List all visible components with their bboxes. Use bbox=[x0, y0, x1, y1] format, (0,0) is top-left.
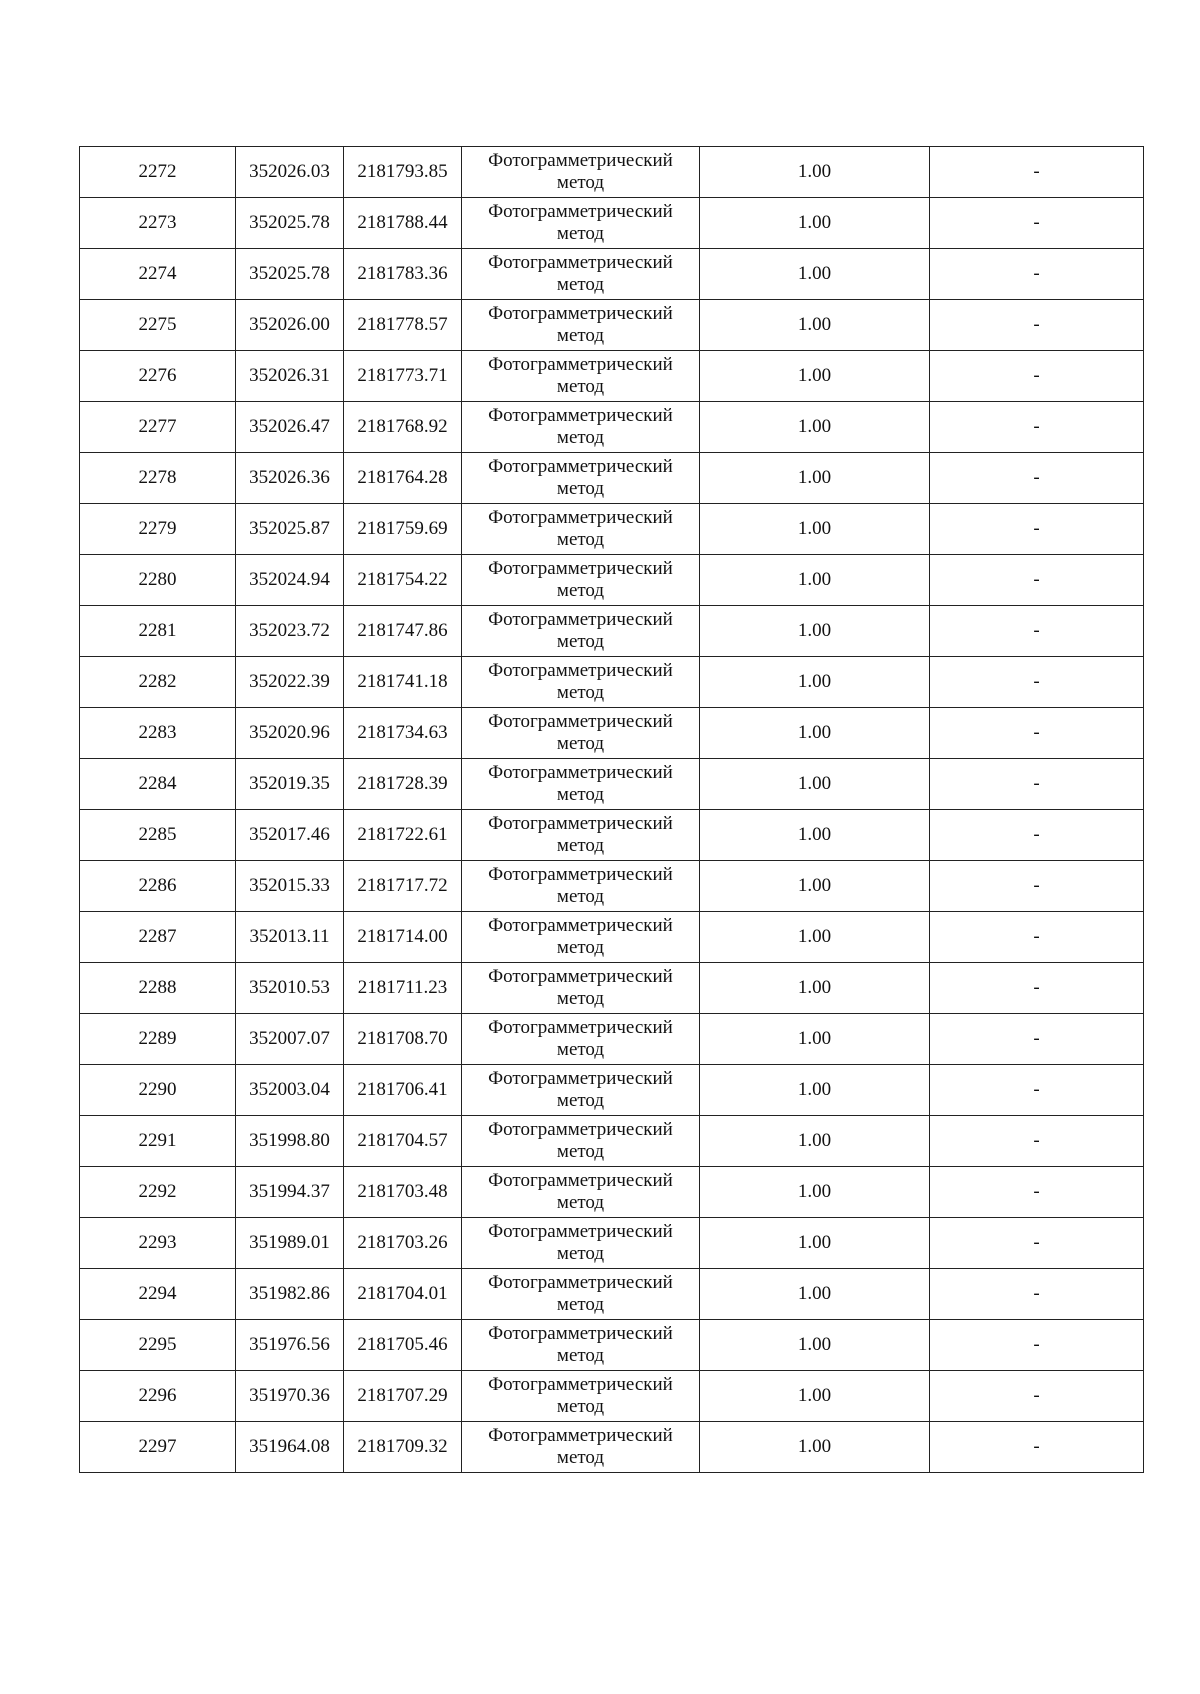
method-line-1: Фотограмметрический bbox=[488, 150, 673, 171]
point-number-cell: 2288 bbox=[80, 963, 236, 1014]
x-coordinate-cell: 351982.86 bbox=[236, 1269, 344, 1320]
x-coordinate-cell: 352026.03 bbox=[236, 147, 344, 198]
y-coordinate-cell: 2181707.29 bbox=[344, 1371, 462, 1422]
method-cell bbox=[462, 249, 700, 300]
method-cell bbox=[462, 912, 700, 963]
y-coordinate-cell: 2181747.86 bbox=[344, 606, 462, 657]
x-coordinate-cell: 351994.37 bbox=[236, 1167, 344, 1218]
note-cell: - bbox=[930, 759, 1144, 810]
table-row bbox=[80, 555, 1144, 606]
method-line-1: Фотограмметрический bbox=[488, 1119, 673, 1140]
note-cell: - bbox=[930, 1065, 1144, 1116]
x-coordinate-cell: 352026.36 bbox=[236, 453, 344, 504]
point-number-cell: 2278 bbox=[80, 453, 236, 504]
method-line-1: Фотограмметрический bbox=[488, 1068, 673, 1089]
method-line-1: Фотограмметрический bbox=[488, 711, 673, 732]
method-line-1: Фотограмметрический bbox=[488, 456, 673, 477]
x-coordinate-cell: 352020.96 bbox=[236, 708, 344, 759]
accuracy-cell: 1.00 bbox=[700, 708, 930, 759]
method-cell bbox=[462, 1269, 700, 1320]
y-coordinate-cell: 2181754.22 bbox=[344, 555, 462, 606]
accuracy-cell: 1.00 bbox=[700, 861, 930, 912]
table-row bbox=[80, 402, 1144, 453]
point-number-cell: 2292 bbox=[80, 1167, 236, 1218]
method-line-2: метод bbox=[556, 1294, 605, 1315]
method-line-2: метод bbox=[556, 172, 605, 193]
table-row bbox=[80, 657, 1144, 708]
accuracy-cell: 1.00 bbox=[700, 963, 930, 1014]
x-coordinate-cell: 352013.11 bbox=[236, 912, 344, 963]
method-line-1: Фотограмметрический bbox=[488, 915, 673, 936]
method-line-1: Фотограмметрический bbox=[488, 558, 673, 579]
accuracy-cell: 1.00 bbox=[700, 912, 930, 963]
note-cell: - bbox=[930, 606, 1144, 657]
x-coordinate-cell: 352017.46 bbox=[236, 810, 344, 861]
table-row bbox=[80, 1218, 1144, 1269]
method-line-2: метод bbox=[556, 1090, 605, 1111]
y-coordinate-cell: 2181793.85 bbox=[344, 147, 462, 198]
y-coordinate-cell: 2181773.71 bbox=[344, 351, 462, 402]
accuracy-cell: 1.00 bbox=[700, 1218, 930, 1269]
method-cell bbox=[462, 351, 700, 402]
y-coordinate-cell: 2181704.57 bbox=[344, 1116, 462, 1167]
method-line-2: метод bbox=[556, 784, 605, 805]
table-row bbox=[80, 1371, 1144, 1422]
y-coordinate-cell: 2181709.32 bbox=[344, 1422, 462, 1473]
table-row bbox=[80, 147, 1144, 198]
method-cell bbox=[462, 1320, 700, 1371]
note-cell: - bbox=[930, 453, 1144, 504]
x-coordinate-cell: 352007.07 bbox=[236, 1014, 344, 1065]
x-coordinate-cell: 351976.56 bbox=[236, 1320, 344, 1371]
y-coordinate-cell: 2181708.70 bbox=[344, 1014, 462, 1065]
note-cell: - bbox=[930, 198, 1144, 249]
table-row bbox=[80, 606, 1144, 657]
method-line-2: метод bbox=[556, 1141, 605, 1162]
method-cell bbox=[462, 198, 700, 249]
method-line-1: Фотограмметрический bbox=[488, 660, 673, 681]
method-line-2: метод bbox=[556, 325, 605, 346]
method-line-1: Фотограмметрический bbox=[488, 1221, 673, 1242]
method-line-1: Фотограмметрический bbox=[488, 1170, 673, 1191]
x-coordinate-cell: 352025.78 bbox=[236, 249, 344, 300]
note-cell: - bbox=[930, 708, 1144, 759]
point-number-cell: 2294 bbox=[80, 1269, 236, 1320]
x-coordinate-cell: 352003.04 bbox=[236, 1065, 344, 1116]
method-cell bbox=[462, 300, 700, 351]
note-cell: - bbox=[930, 810, 1144, 861]
point-number-cell: 2283 bbox=[80, 708, 236, 759]
note-cell: - bbox=[930, 963, 1144, 1014]
y-coordinate-cell: 2181714.00 bbox=[344, 912, 462, 963]
point-number-cell: 2287 bbox=[80, 912, 236, 963]
note-cell: - bbox=[930, 402, 1144, 453]
method-line-2: метод bbox=[556, 937, 605, 958]
accuracy-cell: 1.00 bbox=[700, 810, 930, 861]
y-coordinate-cell: 2181764.28 bbox=[344, 453, 462, 504]
table-row bbox=[80, 861, 1144, 912]
y-coordinate-cell: 2181704.01 bbox=[344, 1269, 462, 1320]
method-cell bbox=[462, 708, 700, 759]
table-row bbox=[80, 1014, 1144, 1065]
point-number-cell: 2293 bbox=[80, 1218, 236, 1269]
table-row bbox=[80, 1422, 1144, 1473]
y-coordinate-cell: 2181768.92 bbox=[344, 402, 462, 453]
y-coordinate-cell: 2181741.18 bbox=[344, 657, 462, 708]
coordinates-table bbox=[79, 146, 1144, 1473]
x-coordinate-cell: 352010.53 bbox=[236, 963, 344, 1014]
accuracy-cell: 1.00 bbox=[700, 657, 930, 708]
method-line-1: Фотограмметрический bbox=[488, 1272, 673, 1293]
table-row bbox=[80, 249, 1144, 300]
y-coordinate-cell: 2181759.69 bbox=[344, 504, 462, 555]
note-cell: - bbox=[930, 1218, 1144, 1269]
table-row bbox=[80, 1065, 1144, 1116]
method-line-2: метод bbox=[556, 886, 605, 907]
x-coordinate-cell: 352023.72 bbox=[236, 606, 344, 657]
table-row bbox=[80, 810, 1144, 861]
point-number-cell: 2284 bbox=[80, 759, 236, 810]
note-cell: - bbox=[930, 1320, 1144, 1371]
method-line-1: Фотограмметрический bbox=[488, 609, 673, 630]
method-line-1: Фотограмметрический bbox=[488, 1323, 673, 1344]
method-line-1: Фотограмметрический bbox=[488, 252, 673, 273]
accuracy-cell: 1.00 bbox=[700, 1065, 930, 1116]
method-line-2: метод bbox=[556, 274, 605, 295]
table-row bbox=[80, 1320, 1144, 1371]
table-row bbox=[80, 912, 1144, 963]
method-line-2: метод bbox=[556, 733, 605, 754]
accuracy-cell: 1.00 bbox=[700, 1269, 930, 1320]
y-coordinate-cell: 2181783.36 bbox=[344, 249, 462, 300]
accuracy-cell: 1.00 bbox=[700, 1422, 930, 1473]
method-line-2: метод bbox=[556, 580, 605, 601]
x-coordinate-cell: 351970.36 bbox=[236, 1371, 344, 1422]
method-line-2: метод bbox=[556, 1396, 605, 1417]
point-number-cell: 2279 bbox=[80, 504, 236, 555]
point-number-cell: 2295 bbox=[80, 1320, 236, 1371]
point-number-cell: 2281 bbox=[80, 606, 236, 657]
table-row bbox=[80, 198, 1144, 249]
accuracy-cell: 1.00 bbox=[700, 555, 930, 606]
table-row bbox=[80, 300, 1144, 351]
method-line-2: метод bbox=[556, 1039, 605, 1060]
y-coordinate-cell: 2181778.57 bbox=[344, 300, 462, 351]
y-coordinate-cell: 2181705.46 bbox=[344, 1320, 462, 1371]
accuracy-cell: 1.00 bbox=[700, 504, 930, 555]
y-coordinate-cell: 2181722.61 bbox=[344, 810, 462, 861]
point-number-cell: 2297 bbox=[80, 1422, 236, 1473]
point-number-cell: 2286 bbox=[80, 861, 236, 912]
method-cell bbox=[462, 453, 700, 504]
method-cell bbox=[462, 1167, 700, 1218]
method-line-1: Фотограмметрический bbox=[488, 1425, 673, 1446]
table-row bbox=[80, 504, 1144, 555]
method-line-1: Фотограмметрический bbox=[488, 201, 673, 222]
point-number-cell: 2289 bbox=[80, 1014, 236, 1065]
method-line-1: Фотограмметрический bbox=[488, 1017, 673, 1038]
note-cell: - bbox=[930, 1422, 1144, 1473]
point-number-cell: 2290 bbox=[80, 1065, 236, 1116]
accuracy-cell: 1.00 bbox=[700, 1014, 930, 1065]
accuracy-cell: 1.00 bbox=[700, 249, 930, 300]
note-cell: - bbox=[930, 555, 1144, 606]
point-number-cell: 2276 bbox=[80, 351, 236, 402]
method-line-1: Фотограмметрический bbox=[488, 507, 673, 528]
table-body bbox=[80, 147, 1144, 1473]
point-number-cell: 2282 bbox=[80, 657, 236, 708]
y-coordinate-cell: 2181717.72 bbox=[344, 861, 462, 912]
method-line-2: метод bbox=[556, 1243, 605, 1264]
x-coordinate-cell: 352026.00 bbox=[236, 300, 344, 351]
table-row bbox=[80, 708, 1144, 759]
y-coordinate-cell: 2181703.26 bbox=[344, 1218, 462, 1269]
note-cell: - bbox=[930, 657, 1144, 708]
accuracy-cell: 1.00 bbox=[700, 1167, 930, 1218]
y-coordinate-cell: 2181703.48 bbox=[344, 1167, 462, 1218]
note-cell: - bbox=[930, 1269, 1144, 1320]
method-line-2: метод bbox=[556, 988, 605, 1009]
table-row bbox=[80, 351, 1144, 402]
note-cell: - bbox=[930, 504, 1144, 555]
method-cell bbox=[462, 402, 700, 453]
point-number-cell: 2280 bbox=[80, 555, 236, 606]
method-cell bbox=[462, 759, 700, 810]
table-row bbox=[80, 1269, 1144, 1320]
method-line-2: метод bbox=[556, 682, 605, 703]
method-cell bbox=[462, 1422, 700, 1473]
table-row bbox=[80, 1167, 1144, 1218]
method-line-2: метод bbox=[556, 223, 605, 244]
table-row bbox=[80, 963, 1144, 1014]
x-coordinate-cell: 352022.39 bbox=[236, 657, 344, 708]
method-line-2: метод bbox=[556, 376, 605, 397]
method-line-1: Фотограмметрический bbox=[488, 813, 673, 834]
accuracy-cell: 1.00 bbox=[700, 300, 930, 351]
y-coordinate-cell: 2181711.23 bbox=[344, 963, 462, 1014]
y-coordinate-cell: 2181728.39 bbox=[344, 759, 462, 810]
method-line-2: метод bbox=[556, 529, 605, 550]
method-cell bbox=[462, 657, 700, 708]
method-cell bbox=[462, 555, 700, 606]
method-cell bbox=[462, 1116, 700, 1167]
method-cell bbox=[462, 861, 700, 912]
method-line-2: метод bbox=[556, 1447, 605, 1468]
point-number-cell: 2274 bbox=[80, 249, 236, 300]
method-line-1: Фотограмметрический bbox=[488, 864, 673, 885]
point-number-cell: 2285 bbox=[80, 810, 236, 861]
note-cell: - bbox=[930, 1371, 1144, 1422]
accuracy-cell: 1.00 bbox=[700, 1320, 930, 1371]
x-coordinate-cell: 352026.31 bbox=[236, 351, 344, 402]
x-coordinate-cell: 352019.35 bbox=[236, 759, 344, 810]
point-number-cell: 2277 bbox=[80, 402, 236, 453]
note-cell: - bbox=[930, 861, 1144, 912]
method-cell bbox=[462, 1218, 700, 1269]
accuracy-cell: 1.00 bbox=[700, 1116, 930, 1167]
method-cell bbox=[462, 963, 700, 1014]
x-coordinate-cell: 352026.47 bbox=[236, 402, 344, 453]
x-coordinate-cell: 352025.87 bbox=[236, 504, 344, 555]
method-cell bbox=[462, 606, 700, 657]
accuracy-cell: 1.00 bbox=[700, 198, 930, 249]
accuracy-cell: 1.00 bbox=[700, 402, 930, 453]
point-number-cell: 2273 bbox=[80, 198, 236, 249]
table-row bbox=[80, 759, 1144, 810]
accuracy-cell: 1.00 bbox=[700, 606, 930, 657]
method-line-1: Фотограмметрический bbox=[488, 303, 673, 324]
accuracy-cell: 1.00 bbox=[700, 759, 930, 810]
method-cell bbox=[462, 1371, 700, 1422]
method-line-2: метод bbox=[556, 1192, 605, 1213]
method-cell bbox=[462, 1014, 700, 1065]
accuracy-cell: 1.00 bbox=[700, 351, 930, 402]
method-line-1: Фотограмметрический bbox=[488, 405, 673, 426]
method-cell bbox=[462, 1065, 700, 1116]
note-cell: - bbox=[930, 912, 1144, 963]
y-coordinate-cell: 2181788.44 bbox=[344, 198, 462, 249]
note-cell: - bbox=[930, 147, 1144, 198]
note-cell: - bbox=[930, 1167, 1144, 1218]
accuracy-cell: 1.00 bbox=[700, 1371, 930, 1422]
note-cell: - bbox=[930, 351, 1144, 402]
note-cell: - bbox=[930, 249, 1144, 300]
x-coordinate-cell: 352015.33 bbox=[236, 861, 344, 912]
method-line-2: метод bbox=[556, 427, 605, 448]
y-coordinate-cell: 2181734.63 bbox=[344, 708, 462, 759]
accuracy-cell: 1.00 bbox=[700, 147, 930, 198]
method-cell bbox=[462, 147, 700, 198]
accuracy-cell: 1.00 bbox=[700, 453, 930, 504]
table-row bbox=[80, 1116, 1144, 1167]
x-coordinate-cell: 351964.08 bbox=[236, 1422, 344, 1473]
x-coordinate-cell: 352024.94 bbox=[236, 555, 344, 606]
point-number-cell: 2296 bbox=[80, 1371, 236, 1422]
note-cell: - bbox=[930, 1116, 1144, 1167]
note-cell: - bbox=[930, 1014, 1144, 1065]
table-row bbox=[80, 453, 1144, 504]
note-cell: - bbox=[930, 300, 1144, 351]
x-coordinate-cell: 351998.80 bbox=[236, 1116, 344, 1167]
method-line-2: метод bbox=[556, 1345, 605, 1366]
method-cell bbox=[462, 810, 700, 861]
point-number-cell: 2272 bbox=[80, 147, 236, 198]
method-line-1: Фотограмметрический bbox=[488, 1374, 673, 1395]
method-line-1: Фотограмметрический bbox=[488, 354, 673, 375]
point-number-cell: 2291 bbox=[80, 1116, 236, 1167]
method-line-2: метод bbox=[556, 631, 605, 652]
method-line-1: Фотограмметрический bbox=[488, 762, 673, 783]
y-coordinate-cell: 2181706.41 bbox=[344, 1065, 462, 1116]
point-number-cell: 2275 bbox=[80, 300, 236, 351]
method-line-2: метод bbox=[556, 835, 605, 856]
x-coordinate-cell: 351989.01 bbox=[236, 1218, 344, 1269]
x-coordinate-cell: 352025.78 bbox=[236, 198, 344, 249]
method-line-1: Фотограмметрический bbox=[488, 966, 673, 987]
method-line-2: метод bbox=[556, 478, 605, 499]
method-cell bbox=[462, 504, 700, 555]
